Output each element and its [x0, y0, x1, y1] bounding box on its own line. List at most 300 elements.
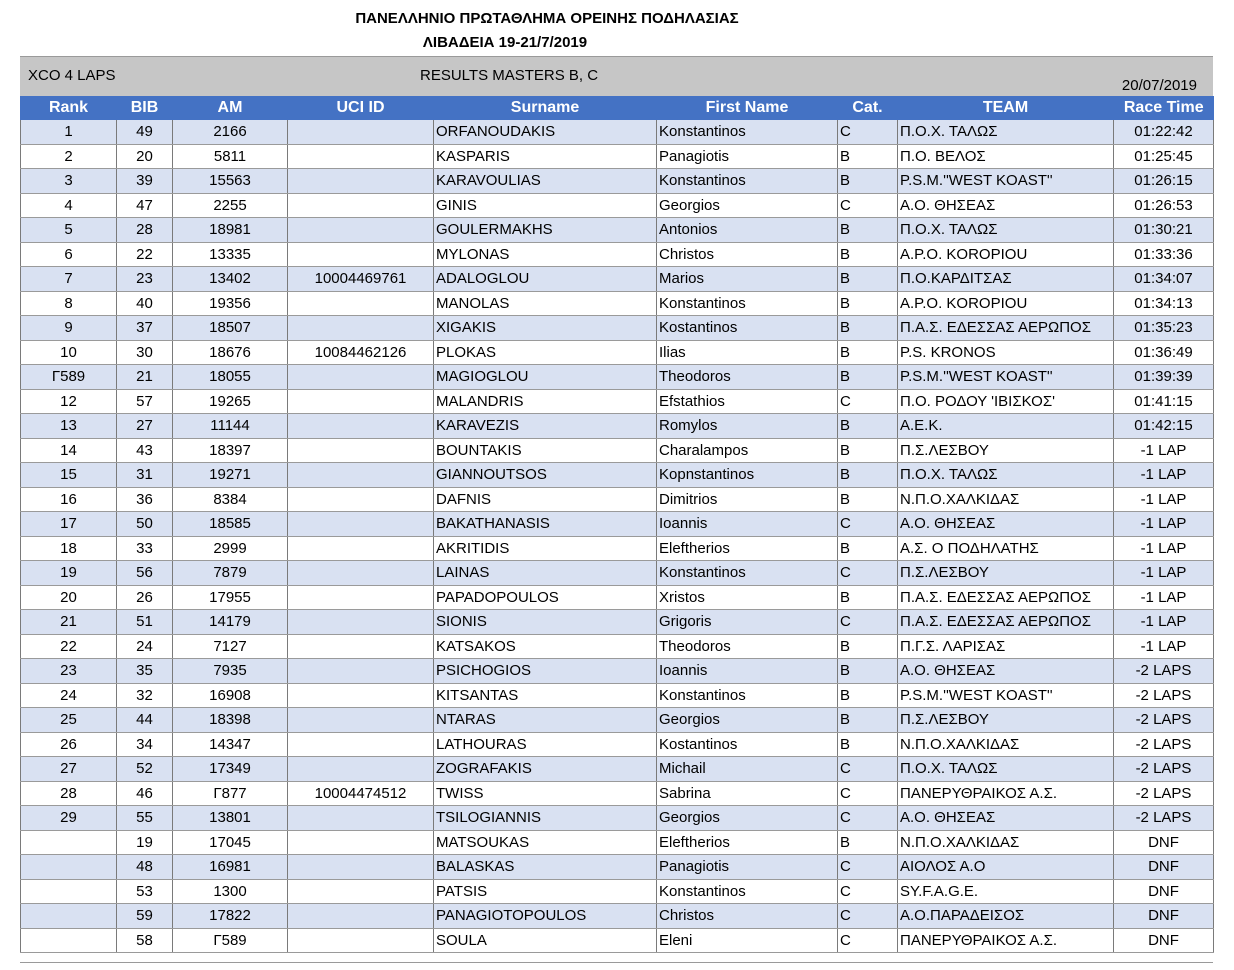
cell-cat: B: [838, 487, 898, 512]
results-category: RESULTS MASTERS B, C: [420, 67, 599, 84]
cell-rank: 27: [21, 757, 117, 782]
table-row: [21, 855, 1214, 880]
cell-race-time: 01:39:39: [1114, 365, 1214, 390]
cell-first-name: Eleftherios: [657, 536, 838, 561]
cell-surname: GOULERMAKHS: [434, 218, 657, 243]
cell-uci-id: [288, 463, 434, 488]
cell-cat: B: [838, 169, 898, 194]
cell-team: Α.Ο. ΘΗΣΕΑΣ: [898, 659, 1114, 684]
col-header-first-name: First Name: [657, 96, 838, 120]
cell-rank: 4: [21, 193, 117, 218]
cell-bib: 34: [117, 732, 173, 757]
cell-team: Π.Ο. ΡΟΔΟΥ 'ΙΒΙΣΚΟΣ': [898, 389, 1114, 414]
cell-team: P.S.M.''WEST KOAST'': [898, 169, 1114, 194]
cell-bib: 59: [117, 904, 173, 929]
cell-surname: ORFANOUDAKIS: [434, 120, 657, 144]
table-row: [21, 193, 1214, 218]
cell-team: Π.Ο.ΚΑΡΔΙΤΣΑΣ: [898, 267, 1114, 292]
cell-bib: 33: [117, 536, 173, 561]
cell-am: Γ877: [173, 781, 288, 806]
cell-cat: C: [838, 512, 898, 537]
cell-rank: 15: [21, 463, 117, 488]
cell-surname: PLOKAS: [434, 340, 657, 365]
cell-first-name: Charalampos: [657, 438, 838, 463]
cell-bib: 50: [117, 512, 173, 537]
cell-rank: 21: [21, 610, 117, 635]
table-row: [21, 340, 1214, 365]
cell-uci-id: [288, 585, 434, 610]
cell-bib: 28: [117, 218, 173, 243]
cell-rank: 9: [21, 316, 117, 341]
cell-team: Π.Σ.ΛΕΣΒΟΥ: [898, 438, 1114, 463]
cell-team: Π.Σ.ΛΕΣΒΟΥ: [898, 708, 1114, 733]
cell-first-name: Marios: [657, 267, 838, 292]
cell-surname: KASPARIS: [434, 144, 657, 169]
cell-race-time: DNF: [1114, 855, 1214, 880]
cell-uci-id: 10084462126: [288, 340, 434, 365]
cell-uci-id: [288, 732, 434, 757]
cell-race-time: -2 LAPS: [1114, 806, 1214, 831]
cell-am: 13335: [173, 242, 288, 267]
cell-rank: 7: [21, 267, 117, 292]
cell-team: Α.Ε.Κ.: [898, 414, 1114, 439]
cell-race-time: DNF: [1114, 879, 1214, 904]
cell-first-name: Eleni: [657, 928, 838, 953]
cell-rank: 18: [21, 536, 117, 561]
table-header-row: [21, 96, 1214, 120]
cell-race-time: -1 LAP: [1114, 561, 1214, 586]
cell-race-time: 01:26:15: [1114, 169, 1214, 194]
table-row: [21, 659, 1214, 684]
cell-bib: 53: [117, 879, 173, 904]
cell-cat: C: [838, 855, 898, 880]
cell-rank: 16: [21, 487, 117, 512]
cell-first-name: Efstathios: [657, 389, 838, 414]
cell-uci-id: [288, 414, 434, 439]
cell-cat: B: [838, 536, 898, 561]
cell-uci-id: [288, 487, 434, 512]
cell-surname: MYLONAS: [434, 242, 657, 267]
cell-uci-id: [288, 389, 434, 414]
cell-first-name: Konstantinos: [657, 683, 838, 708]
cell-am: 18585: [173, 512, 288, 537]
cell-surname: TSILOGIANNIS: [434, 806, 657, 831]
table-row: [21, 806, 1214, 831]
cell-uci-id: 10004469761: [288, 267, 434, 292]
cell-race-time: -2 LAPS: [1114, 757, 1214, 782]
cell-cat: B: [838, 340, 898, 365]
cell-first-name: Michail: [657, 757, 838, 782]
cell-cat: B: [838, 732, 898, 757]
cell-am: 17822: [173, 904, 288, 929]
cell-rank: 28: [21, 781, 117, 806]
cell-cat: C: [838, 806, 898, 831]
cell-surname: PSICHOGIOS: [434, 659, 657, 684]
cell-cat: B: [838, 316, 898, 341]
cell-race-time: -1 LAP: [1114, 512, 1214, 537]
cell-uci-id: [288, 218, 434, 243]
cell-uci-id: [288, 806, 434, 831]
cell-team: P.S.M.''WEST KOAST'': [898, 365, 1114, 390]
cell-am: 7935: [173, 659, 288, 684]
cell-first-name: Konstantinos: [657, 879, 838, 904]
cell-race-time: -2 LAPS: [1114, 659, 1214, 684]
cell-first-name: Dimitrios: [657, 487, 838, 512]
cell-am: 14347: [173, 732, 288, 757]
cell-cat: B: [838, 144, 898, 169]
cell-uci-id: [288, 561, 434, 586]
cell-am: 2255: [173, 193, 288, 218]
table-row: [21, 316, 1214, 341]
cell-rank: 1: [21, 120, 117, 144]
cell-team: P.S. KRONOS: [898, 340, 1114, 365]
cell-rank: 29: [21, 806, 117, 831]
cell-surname: PAPADOPOULOS: [434, 585, 657, 610]
cell-am: 5811: [173, 144, 288, 169]
cell-first-name: Romylos: [657, 414, 838, 439]
table-row: [21, 904, 1214, 929]
cell-bib: 56: [117, 561, 173, 586]
cell-surname: XIGAKIS: [434, 316, 657, 341]
cell-team: P.S.M.''WEST KOAST'': [898, 683, 1114, 708]
cell-surname: KARAVEZIS: [434, 414, 657, 439]
cell-cat: C: [838, 757, 898, 782]
cell-uci-id: [288, 757, 434, 782]
cell-team: ΠΑΝΕΡΥΘΡΑΙΚΟΣ Α.Σ.: [898, 928, 1114, 953]
cell-first-name: Sabrina: [657, 781, 838, 806]
cell-team: Π.Γ.Σ. ΛΑΡΙΣΑΣ: [898, 634, 1114, 659]
cell-bib: 23: [117, 267, 173, 292]
results-table-body: [21, 120, 1214, 953]
cell-am: 16908: [173, 683, 288, 708]
cell-bib: 37: [117, 316, 173, 341]
cell-team: ΑΙΟΛΟΣ Α.Ο: [898, 855, 1114, 880]
cell-first-name: Georgios: [657, 193, 838, 218]
cell-am: 18676: [173, 340, 288, 365]
col-header-am: AM: [173, 96, 288, 120]
table-row: [21, 879, 1214, 904]
cell-bib: 58: [117, 928, 173, 953]
cell-first-name: Georgios: [657, 708, 838, 733]
cell-surname: LAINAS: [434, 561, 657, 586]
cell-uci-id: [288, 536, 434, 561]
cell-rank: 3: [21, 169, 117, 194]
cell-team: Π.Ο. ΒΕΛΟΣ: [898, 144, 1114, 169]
table-row: [21, 291, 1214, 316]
cell-am: 19271: [173, 463, 288, 488]
cell-race-time: -1 LAP: [1114, 487, 1214, 512]
col-header-team: TEAM: [898, 96, 1114, 120]
cell-first-name: Konstantinos: [657, 561, 838, 586]
cell-first-name: Panagiotis: [657, 144, 838, 169]
table-row: [21, 512, 1214, 537]
cell-am: 17955: [173, 585, 288, 610]
cell-cat: B: [838, 659, 898, 684]
cell-am: 13402: [173, 267, 288, 292]
cell-bib: 51: [117, 610, 173, 635]
cell-race-time: 01:34:07: [1114, 267, 1214, 292]
cell-race-time: 01:35:23: [1114, 316, 1214, 341]
cell-cat: B: [838, 242, 898, 267]
cell-rank: 5: [21, 218, 117, 243]
cell-surname: KATSAKOS: [434, 634, 657, 659]
cell-cat: C: [838, 389, 898, 414]
cell-cat: C: [838, 120, 898, 144]
cell-rank: 10: [21, 340, 117, 365]
cell-am: 18981: [173, 218, 288, 243]
cell-surname: SOULA: [434, 928, 657, 953]
cell-team: Π.Α.Σ. ΕΔΕΣΣΑΣ ΑΕΡΩΠΟΣ: [898, 610, 1114, 635]
table-row: [21, 463, 1214, 488]
cell-race-time: -2 LAPS: [1114, 781, 1214, 806]
cell-rank: Γ589: [21, 365, 117, 390]
cell-uci-id: [288, 634, 434, 659]
cell-cat: B: [838, 438, 898, 463]
cell-bib: 52: [117, 757, 173, 782]
table-row: [21, 120, 1214, 144]
cell-am: 19265: [173, 389, 288, 414]
cell-first-name: Xristos: [657, 585, 838, 610]
cell-am: 11144: [173, 414, 288, 439]
table-row: [21, 169, 1214, 194]
cell-first-name: Antonios: [657, 218, 838, 243]
cell-bib: 49: [117, 120, 173, 144]
cell-first-name: Kopnstantinos: [657, 463, 838, 488]
cell-cat: C: [838, 879, 898, 904]
cell-race-time: -1 LAP: [1114, 438, 1214, 463]
cell-rank: 24: [21, 683, 117, 708]
cell-race-time: -1 LAP: [1114, 536, 1214, 561]
cell-uci-id: [288, 904, 434, 929]
page-title-line2: ΛΙΒΑΔΕΙΑ 19-21/7/2019: [422, 34, 588, 51]
cell-bib: 32: [117, 683, 173, 708]
cell-surname: MATSOUKAS: [434, 830, 657, 855]
cell-am: 14179: [173, 610, 288, 635]
cell-bib: 48: [117, 855, 173, 880]
cell-first-name: Christos: [657, 904, 838, 929]
cell-bib: 27: [117, 414, 173, 439]
cell-first-name: Konstantinos: [657, 291, 838, 316]
cell-race-time: 01:41:15: [1114, 389, 1214, 414]
cell-am: 2166: [173, 120, 288, 144]
cell-team: Π.Ο.Χ. ΤΑΛΩΣ: [898, 218, 1114, 243]
cell-team: Π.Α.Σ. ΕΔΕΣΣΑΣ ΑΕΡΩΠΟΣ: [898, 316, 1114, 341]
cell-am: Γ589: [173, 928, 288, 953]
cell-am: 18397: [173, 438, 288, 463]
cell-first-name: Kostantinos: [657, 316, 838, 341]
cell-uci-id: [288, 683, 434, 708]
cell-race-time: 01:30:21: [1114, 218, 1214, 243]
col-header-rank: Rank: [21, 96, 117, 120]
cell-race-time: DNF: [1114, 928, 1214, 953]
cell-race-time: 01:22:42: [1114, 120, 1214, 144]
cell-cat: B: [838, 830, 898, 855]
cell-team: Α.Ο. ΘΗΣΕΑΣ: [898, 806, 1114, 831]
cell-bib: 21: [117, 365, 173, 390]
table-row: [21, 144, 1214, 169]
cell-rank: 20: [21, 585, 117, 610]
cell-first-name: Ioannis: [657, 659, 838, 684]
cell-am: 15563: [173, 169, 288, 194]
cell-first-name: Theodoros: [657, 634, 838, 659]
cell-surname: GIANNOUTSOS: [434, 463, 657, 488]
cell-am: 16981: [173, 855, 288, 880]
cell-bib: 47: [117, 193, 173, 218]
cell-rank: 25: [21, 708, 117, 733]
cell-cat: B: [838, 708, 898, 733]
cell-first-name: Konstantinos: [657, 120, 838, 144]
cell-race-time: 01:34:13: [1114, 291, 1214, 316]
cell-surname: ZOGRAFAKIS: [434, 757, 657, 782]
cell-race-time: -2 LAPS: [1114, 683, 1214, 708]
cell-team: Ν.Π.Ο.ΧΑΛΚΙΔΑΣ: [898, 487, 1114, 512]
table-row: [21, 757, 1214, 782]
cell-race-time: 01:33:36: [1114, 242, 1214, 267]
cell-team: Α.Ο. ΘΗΣΕΑΣ: [898, 512, 1114, 537]
cell-team: Π.Ο.Χ. ΤΑΛΩΣ: [898, 757, 1114, 782]
table-row: [21, 365, 1214, 390]
cell-uci-id: [288, 879, 434, 904]
table-row: [21, 781, 1214, 806]
cell-bib: 22: [117, 242, 173, 267]
table-row: [21, 928, 1214, 953]
cell-surname: ADALOGLOU: [434, 267, 657, 292]
cell-bib: 30: [117, 340, 173, 365]
cell-surname: LATHOURAS: [434, 732, 657, 757]
results-date: 20/07/2019: [1121, 77, 1197, 94]
cell-race-time: 01:42:15: [1114, 414, 1214, 439]
bottom-divider: [20, 962, 1213, 963]
cell-first-name: Grigoris: [657, 610, 838, 635]
cell-team: Α.Ρ.Ο. KOROPIOU: [898, 242, 1114, 267]
cell-uci-id: [288, 438, 434, 463]
cell-surname: KARAVOULIAS: [434, 169, 657, 194]
cell-rank: 2: [21, 144, 117, 169]
cell-uci-id: [288, 193, 434, 218]
cell-race-time: -2 LAPS: [1114, 732, 1214, 757]
cell-cat: B: [838, 414, 898, 439]
cell-cat: C: [838, 781, 898, 806]
cell-bib: 19: [117, 830, 173, 855]
cell-cat: B: [838, 634, 898, 659]
table-row: [21, 561, 1214, 586]
cell-uci-id: [288, 928, 434, 953]
cell-rank: 12: [21, 389, 117, 414]
cell-am: 18507: [173, 316, 288, 341]
table-row: [21, 267, 1214, 292]
table-row: [21, 414, 1214, 439]
table-row: [21, 242, 1214, 267]
page-title-line1: ΠΑΝΕΛΛΗΝΙΟ ΠΡΩΤΑΘΛΗΜΑ ΟΡΕΙΝΗΣ ΠΟΔΗΛΑΣΙΑΣ: [355, 10, 739, 27]
results-info-bar: [20, 56, 1213, 97]
cell-first-name: Panagiotis: [657, 855, 838, 880]
cell-cat: B: [838, 218, 898, 243]
cell-bib: 39: [117, 169, 173, 194]
cell-first-name: Konstantinos: [657, 169, 838, 194]
table-row: [21, 708, 1214, 733]
cell-rank: [21, 928, 117, 953]
table-row: [21, 585, 1214, 610]
table-row: [21, 438, 1214, 463]
cell-uci-id: [288, 365, 434, 390]
cell-team: Π.Ο.Χ. ΤΑΛΩΣ: [898, 120, 1114, 144]
cell-am: 17045: [173, 830, 288, 855]
cell-cat: B: [838, 365, 898, 390]
cell-first-name: Christos: [657, 242, 838, 267]
cell-uci-id: [288, 610, 434, 635]
col-header-bib: BIB: [117, 96, 173, 120]
cell-rank: 26: [21, 732, 117, 757]
table-row: [21, 732, 1214, 757]
cell-surname: KITSANTAS: [434, 683, 657, 708]
cell-am: 17349: [173, 757, 288, 782]
cell-surname: PANAGIOTOPOULOS: [434, 904, 657, 929]
cell-rank: [21, 879, 117, 904]
cell-am: 18055: [173, 365, 288, 390]
cell-bib: 44: [117, 708, 173, 733]
cell-first-name: Eleftherios: [657, 830, 838, 855]
cell-surname: BOUNTAKIS: [434, 438, 657, 463]
cell-cat: C: [838, 928, 898, 953]
col-header-race-time: Race Time: [1114, 96, 1214, 120]
cell-team: Ν.Π.Ο.ΧΑΛΚΙΔΑΣ: [898, 830, 1114, 855]
cell-cat: C: [838, 193, 898, 218]
cell-team: Α.Ρ.Ο. KOROPIOU: [898, 291, 1114, 316]
cell-rank: 22: [21, 634, 117, 659]
cell-cat: B: [838, 585, 898, 610]
cell-race-time: DNF: [1114, 830, 1214, 855]
cell-am: 2999: [173, 536, 288, 561]
table-row: [21, 830, 1214, 855]
cell-uci-id: [288, 242, 434, 267]
cell-am: 18398: [173, 708, 288, 733]
cell-cat: B: [838, 267, 898, 292]
cell-uci-id: [288, 659, 434, 684]
cell-am: 8384: [173, 487, 288, 512]
cell-bib: 43: [117, 438, 173, 463]
cell-surname: GINIS: [434, 193, 657, 218]
cell-surname: BAKATHANASIS: [434, 512, 657, 537]
cell-rank: [21, 830, 117, 855]
table-row: [21, 610, 1214, 635]
results-table: [20, 96, 1214, 953]
cell-cat: C: [838, 561, 898, 586]
cell-rank: [21, 855, 117, 880]
cell-first-name: Ioannis: [657, 512, 838, 537]
cell-rank: 19: [21, 561, 117, 586]
race-type: XCO 4 LAPS: [28, 67, 116, 84]
cell-race-time: 01:25:45: [1114, 144, 1214, 169]
cell-rank: 14: [21, 438, 117, 463]
cell-uci-id: [288, 120, 434, 144]
cell-first-name: Theodoros: [657, 365, 838, 390]
cell-surname: SIONIS: [434, 610, 657, 635]
cell-bib: 26: [117, 585, 173, 610]
cell-rank: 23: [21, 659, 117, 684]
cell-rank: 6: [21, 242, 117, 267]
cell-team: ΠΑΝΕΡΥΘΡΑΙΚΟΣ Α.Σ.: [898, 781, 1114, 806]
cell-race-time: -1 LAP: [1114, 610, 1214, 635]
cell-surname: MALANDRIS: [434, 389, 657, 414]
cell-race-time: 01:26:53: [1114, 193, 1214, 218]
cell-team: Α.Ο.ΠΑΡΑΔΕΙΣΟΣ: [898, 904, 1114, 929]
cell-am: 7127: [173, 634, 288, 659]
cell-team: Π.Σ.ΛΕΣΒΟΥ: [898, 561, 1114, 586]
cell-surname: MAGIOGLOU: [434, 365, 657, 390]
cell-bib: 20: [117, 144, 173, 169]
cell-uci-id: [288, 855, 434, 880]
table-row: [21, 487, 1214, 512]
